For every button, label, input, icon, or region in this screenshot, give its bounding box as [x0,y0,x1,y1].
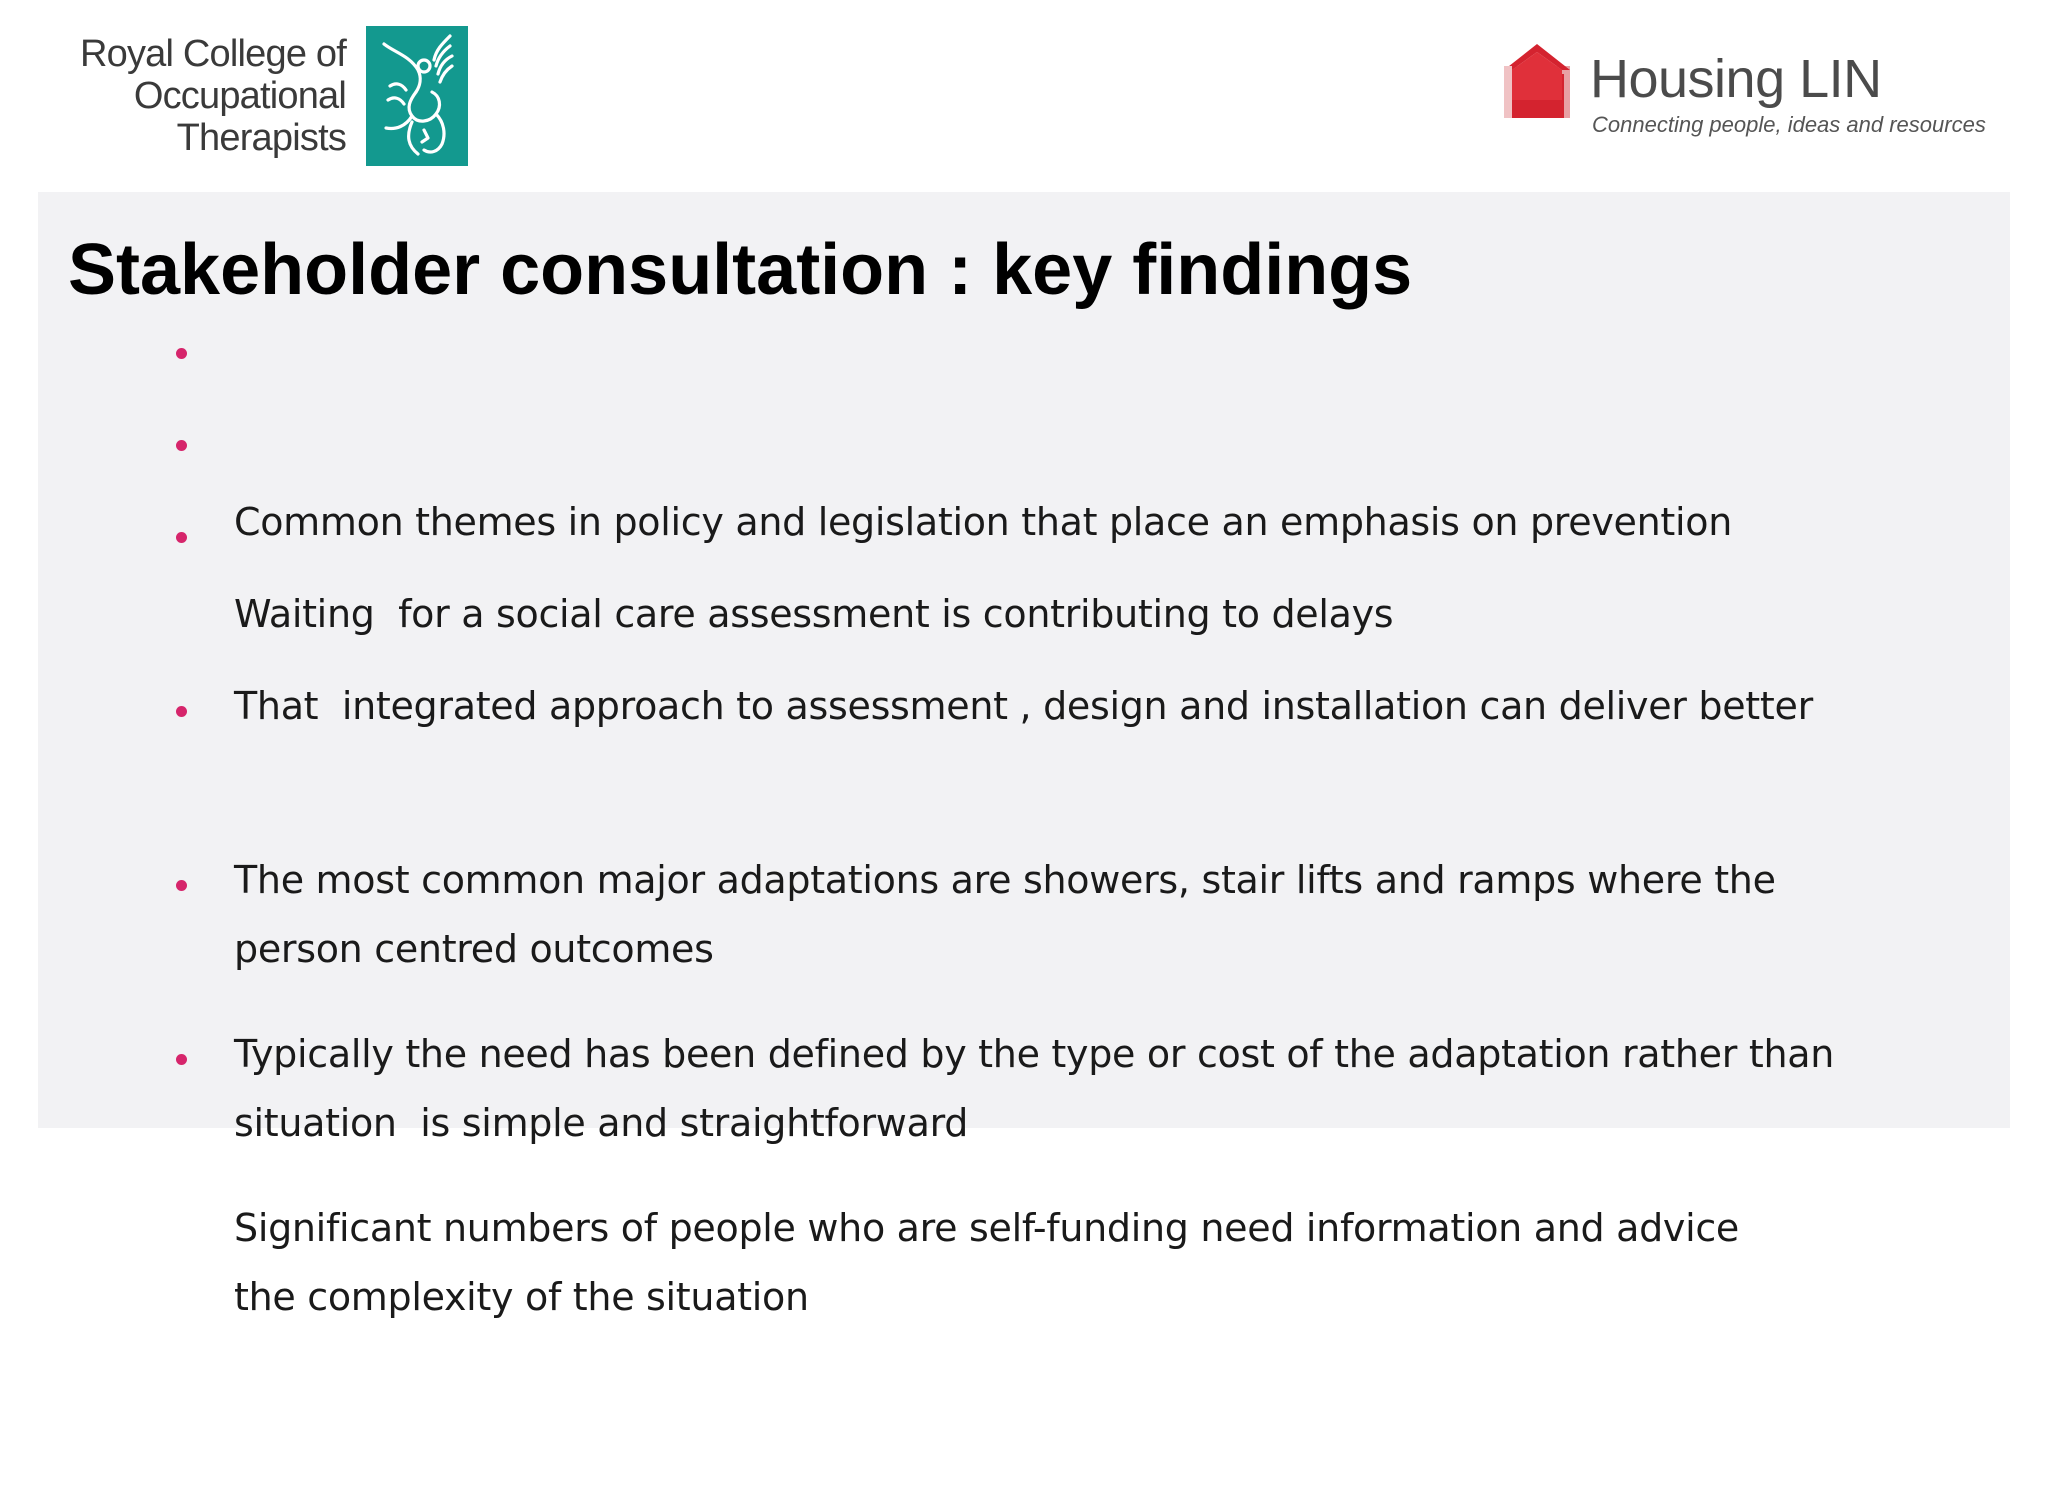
rcot-logo-line: Therapists [176,117,347,159]
red-house-icon [1502,44,1572,120]
bullet-dot-icon [176,706,187,717]
bullet-line: Common themes in policy and legislation that place an emphasis on prevention [234,500,1732,544]
bullet-line: situation is simple and straightforward [234,1101,969,1145]
bullet-line: The most common major adaptations are showers, stair lifts and ramps where the [234,858,1776,902]
rcot-logo [80,24,468,168]
bullet-dot-icon [176,1054,187,1065]
bullet-line: the complexity of the situation [234,1275,809,1319]
bullet-line: That integrated approach to assessment , design and installation can deliver better [234,684,1813,728]
rcot-logo-line: Occupational [133,75,347,117]
slide-panel [38,192,2010,1319]
bullet-dot-icon [176,532,187,543]
rcot-logo-text [80,33,346,159]
bullet-line: person centred outcomes [234,927,714,971]
bullet-dot-icon [176,440,187,451]
bullet-text [234,1026,1874,1431]
housing-lin-tagline: Connecting people, ideas and resources [1592,112,1986,137]
bullet-dot-icon [176,348,187,359]
bullet-dot-icon [176,880,187,891]
rcot-emblem-icon [366,26,468,166]
bullet-line: Significant numbers of people who are self-funding need information and advice [234,1206,1740,1250]
rcot-logo-line: Royal College of [80,33,347,75]
bullet-line: Waiting for a social care assessment is contributing to delays [234,592,1394,636]
slide-title: Stakeholder consultation : key findings [68,230,1413,310]
housing-lin-title: Housing LIN [1590,49,1882,109]
housing-lin-logo [1498,44,1986,144]
bullet-line: Typically the need has been defined by the type or cost of the adaptation rather than [234,1032,1835,1076]
